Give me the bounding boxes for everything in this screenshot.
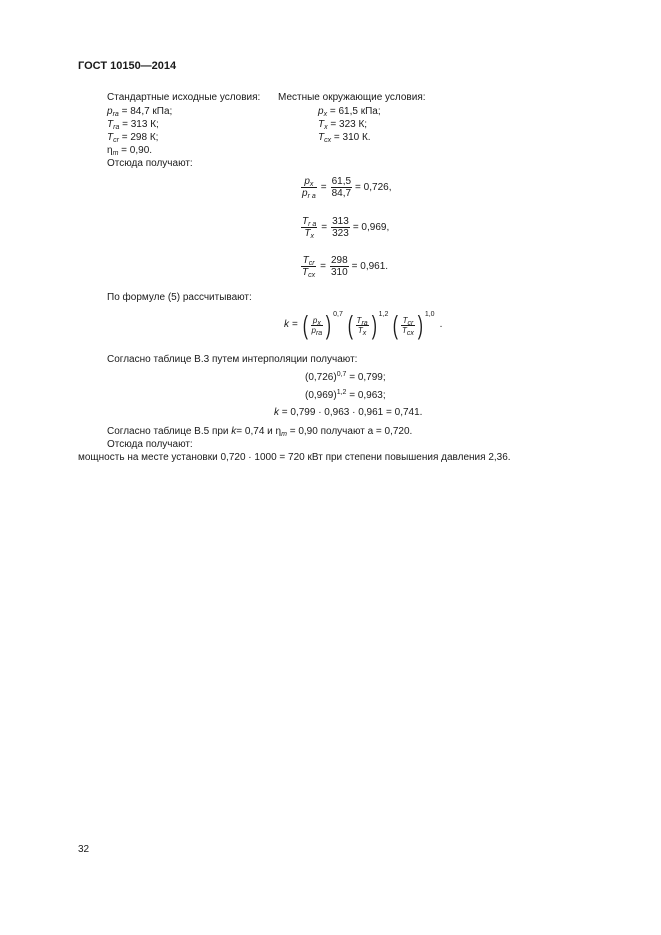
hence-text-1: Отсюда получают:	[107, 158, 193, 169]
k-result-line: k = 0,799 · 0,963 · 0,961 = 0,741.	[274, 407, 423, 418]
standard-conditions-title: Стандартные исходные условия:	[107, 92, 261, 103]
formula5-text: По формуле (5) рассчитывают:	[107, 292, 252, 303]
formula-k: k = ( $\frac{p_x}{p_{ra}}$ ) 0,7 ( $\frac{T_{ra}}{T_x}$ ) 1,2 ( $\frac{T_{cr}}{T_{cx}}$ ) 1,0 .	[284, 310, 443, 340]
factor-pressure: ( $\frac{p_x}{p_{ra}}$ ) 0,7	[302, 310, 343, 340]
table-b5-text: Согласно таблице В.5 при k= 0,74 и $\eta_m = 0,90$ получают a = 0,720.	[107, 426, 413, 438]
ratio-temperature-a: $\frac{T_{r a}}{T_x}$ = $\frac{313}{323}$ = 0,969,	[302, 216, 390, 240]
param-eta-m: $\eta_m = 0,90$.	[107, 145, 153, 157]
ratio-pressure: $\frac{p_x}{p_{r a}}$ = $\frac{61,5}{84,7}$ = 0,726,	[302, 176, 392, 200]
param-t-ra: $T_{rа} = 313$ К;	[107, 119, 159, 131]
interp-line-1: $(0,726)^{0,7} = 0,799$;	[305, 371, 386, 383]
param-t-cr: $T_{cr} = 298$ К;	[107, 132, 159, 144]
param-t-cx: $T_{cx} = 310$ К.	[318, 132, 371, 144]
interp-line-2: $(0,969)^{1,2} = 0,963$;	[305, 389, 386, 401]
param-t-x: $T_x = 323$ К;	[318, 119, 368, 131]
page-number: 32	[78, 844, 90, 855]
final-power-text: мощность на месте установки 0,720 · 1000 = 720 кВт при степени повышения давления 2,36.	[78, 452, 511, 463]
hence-text-2: Отсюда получают:	[107, 439, 193, 450]
document-header: ГОСТ 10150—2014	[78, 60, 177, 72]
ratio-temperature-c: $\frac{T_{cr}}{T_{cx}}$ = $\frac{298}{310}$ = 0,961.	[302, 255, 389, 279]
param-p-ra: $p_{rа} = 84,7$ кПа;	[107, 106, 173, 118]
factor-temp-c: ( $\frac{T_{cr}}{T_{cx}}$ ) 1,0	[393, 310, 435, 340]
param-p-x: $p_x = 61,5$ кПа;	[318, 106, 381, 118]
factor-temp-a: ( $\frac{T_{ra}}{T_x}$ ) 1,2	[347, 310, 389, 340]
table-b3-text: Согласно таблице В.3 путем интерполяции получают:	[107, 354, 358, 365]
local-conditions-title: Местные окружающие условия:	[278, 92, 426, 103]
